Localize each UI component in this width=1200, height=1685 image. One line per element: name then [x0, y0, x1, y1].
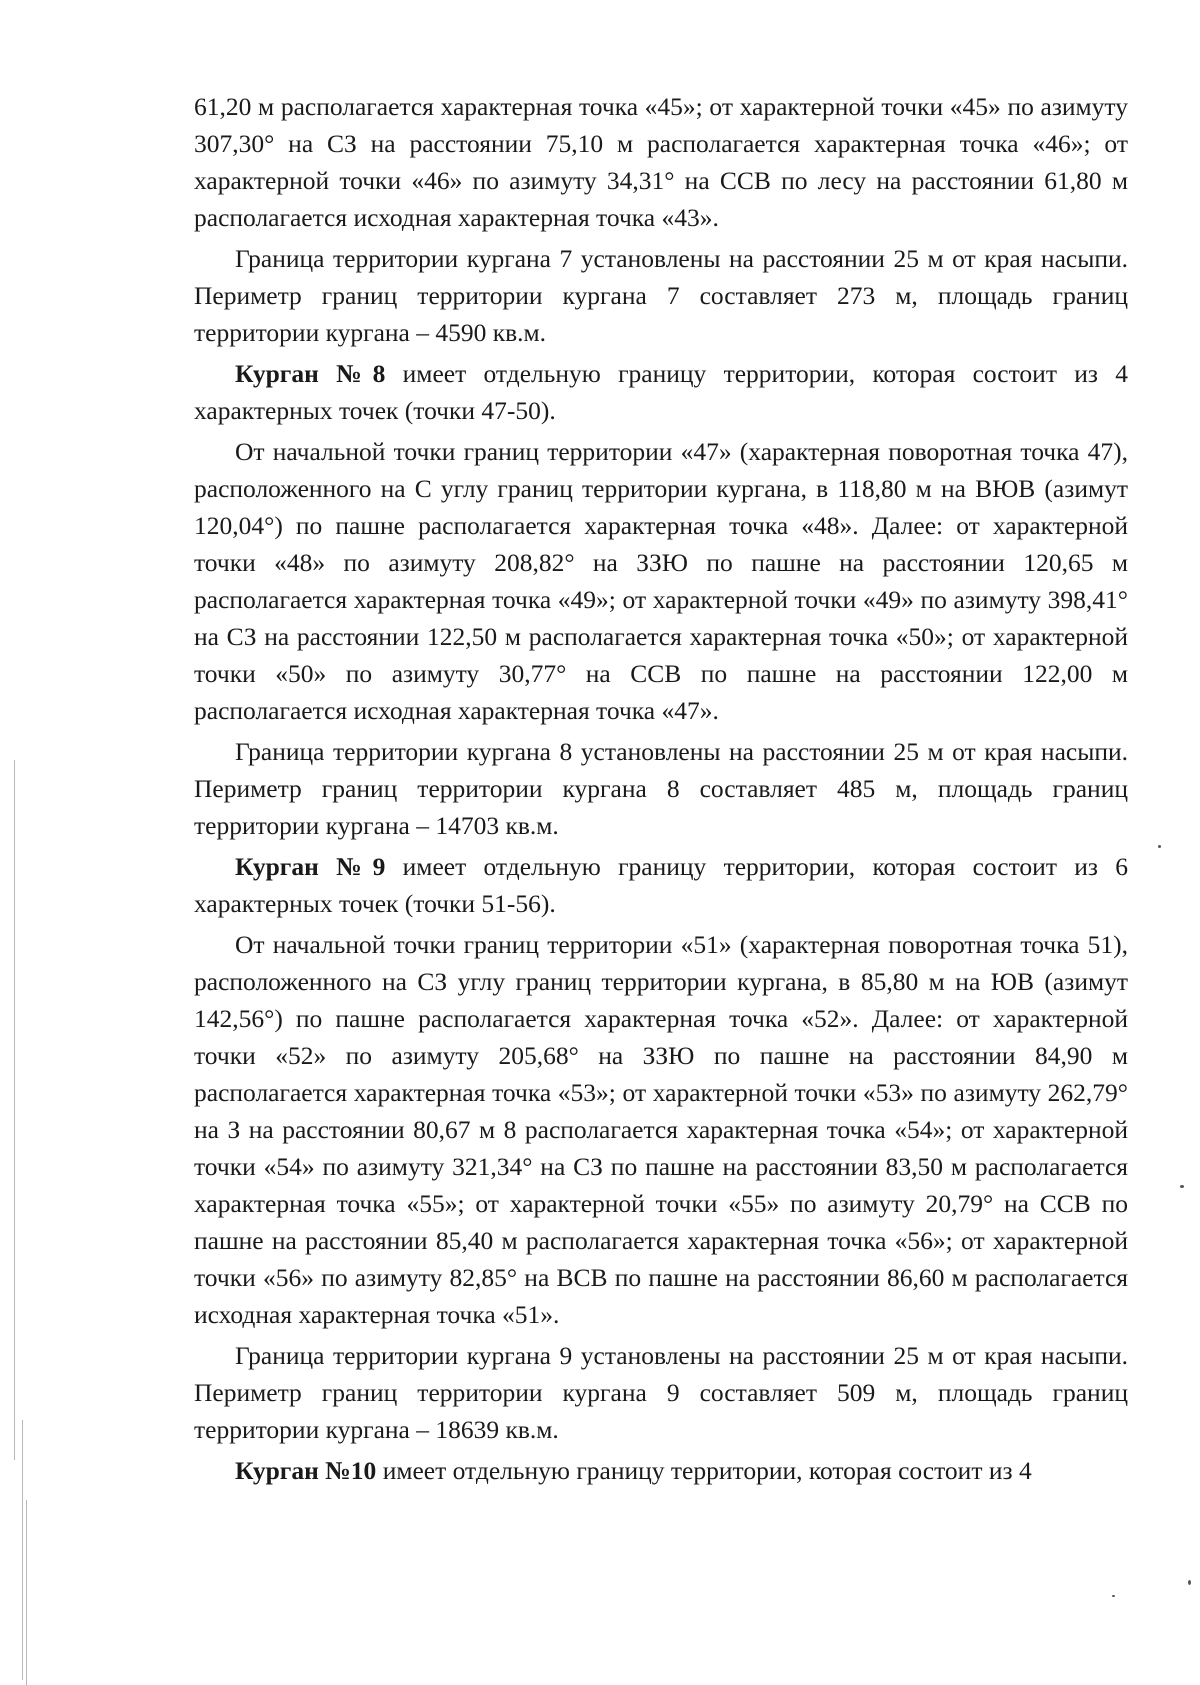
paragraph-kurgan-8-heading: [194, 355, 1128, 429]
paragraph-kurgan-10-heading: [194, 1452, 1128, 1489]
scan-margin-line: [14, 760, 15, 1460]
kurgan-10-title: Курган №10: [235, 1456, 377, 1485]
paragraph-kurgan-8-points: От начальной точки границ территории «47» (характерная поворотная точка 47), расположенного на С углу границ территории кургана, в 118,80 м на ВЮВ (азимут 120,04°) по пашне располагается характерная точка «48». Далее: от характерной точки «48» по азимуту 208,82° на ЗЗЮ по пашне на расстоянии 120,65 м располагается характерная точка «49»; от характерной точки «49» по азимуту 398,41° на СЗ на расстоянии 122,50 м располагается характерная точка «50»; от характерной точки «50» по азимуту 30,77° на ССВ по пашне на расстоянии 122,00 м располагается исходная характерная точка «47».: [194, 437, 1128, 725]
paragraph-continuation: 61,20 м располагается характерная точка «45»; от характерной точки «45» по азимуту 307,30° на СЗ на расстоянии 75,10 м располагается характерная точка «46»; от характерной точки «46» по азимуту 34,31° на ССВ по лесу на расстоянии 61,80 м располагается исходная характерная точка «43».: [194, 92, 1128, 232]
scan-margin-line: [22, 1420, 23, 1680]
scan-speck: [1112, 1595, 1115, 1597]
kurgan-9-title: Курган №9: [235, 852, 386, 881]
paragraph-kurgan-7-boundary: Граница территории кургана 7 установлены на расстоянии 25 м от края насыпи. Периметр границ территории кургана 7 составляет 273 м, площадь границ территории кургана – 4590 кв.м.: [194, 244, 1128, 347]
kurgan-8-intro: имеет отдельную границу территории, которая состоит из 4 характерных точек (точки 47-50).: [194, 359, 1128, 425]
paragraph-kurgan-9-points: От начальной точки границ территории «51» (характерная поворотная точка 51), расположенного на СЗ углу границ территории кургана, в 85,80 м на ЮВ (азимут 142,56°) по пашне располагается характерная точка «52». Далее: от характерной точки «52» по азимуту 205,68° на ЗЗЮ по пашне на расстоянии 84,90 м располагается характерная точка «53»; от характерной точки «53» по азимуту 262,79° на З на расстоянии 80,67 м 8 располагается характерная точка «54»; от характерной точки «54» по азимуту 321,34° на СЗ по пашне на расстоянии 83,50 м располагается характерная точка «55»; от характерной точки «55» по азимуту 20,79° на ССВ по пашне на расстоянии 85,40 м располагается характерная точка «56»; от характерной точки «56» по азимуту 82,85° на ВСВ по пашне на расстоянии 86,60 м располагается исходная характерная точка «51».: [194, 930, 1128, 1329]
scan-speck: [1180, 1185, 1184, 1188]
kurgan-10-intro: имеет отдельную границу территории, которая состоит из 4: [376, 1456, 1032, 1485]
kurgan-8-title: Курган №8: [235, 359, 386, 388]
document-body: [194, 88, 1128, 1493]
kurgan-9-intro: имеет отдельную границу территории, которая состоит из 6 характерных точек (точки 51-56).: [194, 852, 1128, 918]
scan-speck: [1158, 845, 1161, 848]
scan-speck: [1188, 1580, 1191, 1585]
paragraph-kurgan-9-heading: [194, 848, 1128, 922]
paragraph-kurgan-8-boundary: Граница территории кургана 8 установлены на расстоянии 25 м от края насыпи. Периметр границ территории кургана 8 составляет 485 м, площадь границ территории кургана – 14703 кв.м.: [194, 737, 1128, 840]
scan-margin-line: [26, 1500, 27, 1685]
paragraph-kurgan-9-boundary: Граница территории кургана 9 установлены на расстоянии 25 м от края насыпи. Периметр границ территории кургана 9 составляет 509 м, площадь границ территории кургана – 18639 кв.м.: [194, 1341, 1128, 1444]
